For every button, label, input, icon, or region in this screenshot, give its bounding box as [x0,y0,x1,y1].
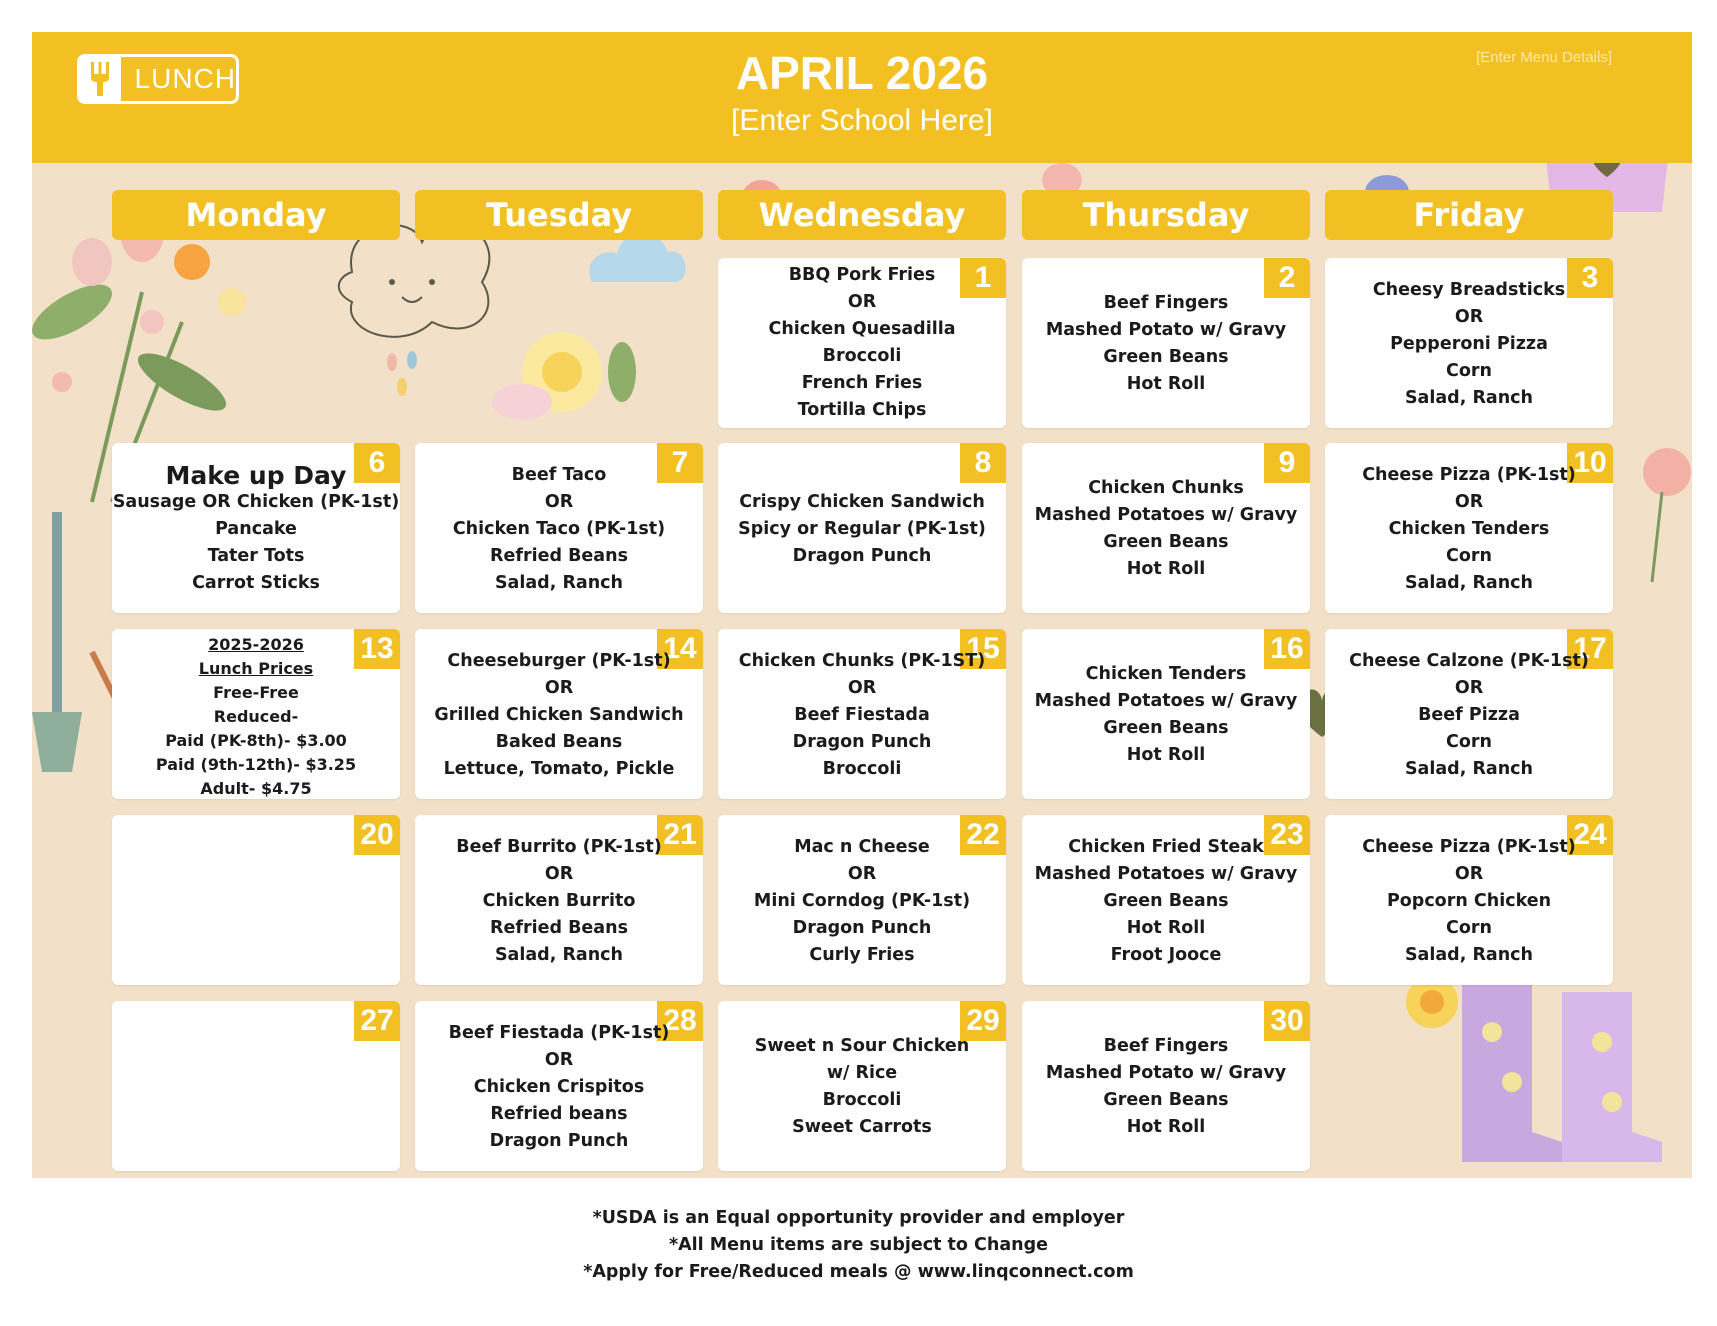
menu-line: Crispy Chicken Sandwich [739,491,985,512]
rain-boots-illustration [1452,962,1682,1162]
day-header-friday: Friday [1325,190,1613,240]
menu-line: Mashed Potatoes w/ Gravy [1034,505,1298,525]
menu-line: OR [1454,677,1484,698]
day-header-thursday: Thursday [1022,190,1310,240]
menu-line: Paid (PK-8th)- $3.00 [165,731,347,750]
menu-line: OR [847,677,877,698]
menu-line: Hot Roll [1126,917,1206,938]
day-number: 28 [657,1001,703,1041]
menu-line: Carrot Sticks [192,572,320,593]
menu-line: Beef Pizza [1418,704,1520,725]
day-number: 13 [354,629,400,669]
day-cell-27 [112,1001,400,1171]
menu-line: Dragon Punch [792,545,932,566]
menu-line: Hot Roll [1126,374,1206,394]
menu-line: Pepperoni Pizza [1390,333,1548,354]
day-number: 2 [1264,258,1310,298]
menu-line: Corn [1446,360,1492,381]
menu-line: OR [847,863,877,884]
menu-line: Mashed Potatoes w/ Gravy [1034,863,1298,884]
day-number: 9 [1264,443,1310,483]
menu-line: Cheese Pizza (PK-1st) [1362,836,1576,857]
day-cell-20 [112,815,400,985]
day-number: 1 [960,258,1006,298]
menu-line: Broccoli [822,758,902,779]
day-cell-28 [415,1001,703,1171]
day-cell-15 [718,629,1006,799]
day-number: 20 [354,815,400,855]
menu-line: Dragon Punch [489,1130,629,1151]
menu-line: Chicken Taco (PK-1st) [452,518,666,539]
header-bar [32,32,1692,163]
menu-line: Refried Beans [490,917,628,938]
menu-line: Chicken Tenders [1085,664,1247,684]
menu-line: Salad, Ranch [494,572,624,593]
day-number: 29 [960,1001,1006,1041]
menu-line: OR [544,1049,574,1070]
menu-line: Salad, Ranch [1404,572,1534,593]
menu-line: Lettuce, Tomato, Pickle [443,758,675,779]
menu-line: Chicken Crispitos [473,1076,645,1097]
menu-line: Make up Day [165,460,347,490]
menu-line: Chicken Fried Steak [1068,836,1264,857]
day-cell-17 [1325,629,1613,799]
menu-line: Broccoli [822,1090,902,1110]
menu-line: Beef Fingers [1103,1036,1229,1056]
day-cell-7 [415,443,703,613]
day-number: 22 [960,815,1006,855]
menu-line: Broccoli [822,346,902,366]
menu-line: OR [847,292,877,312]
menu-line: Froot Jooce [1110,944,1222,965]
day-number: 14 [657,629,703,669]
menu-line: Green Beans [1103,718,1229,738]
school-name: [Enter School Here] [731,104,993,137]
day-header-monday: Monday [112,190,400,240]
menu-line: Green Beans [1103,890,1229,911]
menu-line: Salad, Ranch [1404,387,1534,408]
day-cell-2 [1022,258,1310,428]
day-cell-1 [718,258,1006,428]
menu-line: w/ Rice [826,1063,898,1083]
menu-line: Hot Roll [1126,1117,1206,1137]
menu-line: Sweet Carrots [792,1117,932,1137]
menu-line: Lunch Prices [198,659,314,678]
menu-line: Salad, Ranch [1404,944,1534,965]
menu-line: Corn [1446,917,1492,938]
menu-line: OR [544,491,574,512]
menu-line: Dragon Punch [792,731,932,752]
menu-line: OR [544,677,574,698]
day-number: 15 [960,629,1006,669]
menu-line: Hot Roll [1126,745,1206,765]
menu-line: Tortilla Chips [797,400,927,420]
footer-line: *USDA is an Equal opportunity provider and employer [592,1208,1125,1228]
day-number: 24 [1567,815,1613,855]
menu-line: Mashed Potato w/ Gravy [1045,320,1287,340]
menu-line: Chicken Burrito [482,890,636,911]
day-cell-13 [112,629,400,799]
menu-line: Beef Taco [511,464,607,485]
menu-line: Tater Tots [207,545,305,566]
day-number: 17 [1567,629,1613,669]
day-cell-16 [1022,629,1310,799]
menu-line: Curly Fries [809,944,915,965]
day-number: 23 [1264,815,1310,855]
menu-line: Beef Fingers [1103,293,1229,313]
day-cell-8 [718,443,1006,613]
menu-line: Baked Beans [495,731,623,752]
menu-line: Grilled Chicken Sandwich [434,704,684,725]
day-cell-6 [112,443,400,613]
menu-line: Beef Fiestada [794,704,930,725]
calendar-board [32,32,1692,1178]
menu-line: Cheese Pizza (PK-1st) [1362,464,1576,485]
menu-line: Reduced- [213,707,299,726]
day-cell-29 [718,1001,1006,1171]
menu-line: Chicken Quesadilla [768,319,956,339]
day-number: 16 [1264,629,1310,669]
day-cell-24 [1325,815,1613,985]
menu-line: Mashed Potato w/ Gravy [1045,1063,1287,1083]
footer-notes [0,1205,1717,1286]
day-cell-23 [1022,815,1310,985]
day-cell-30 [1022,1001,1310,1171]
menu-details-placeholder: [Enter Menu Details] [1476,49,1612,66]
menu-line: Mini Corndog (PK-1st) [753,890,971,911]
day-number: 7 [657,443,703,483]
menu-line: Cheesy Breadsticks [1372,279,1566,300]
footer-line: *All Menu items are subject to Change [668,1235,1048,1255]
menu-line: Hot Roll [1126,559,1206,579]
menu-line: Green Beans [1103,1090,1229,1110]
day-cell-14 [415,629,703,799]
day-number: 3 [1567,258,1613,298]
day-cell-21 [415,815,703,985]
day-header-wednesday: Wednesday [718,190,1006,240]
day-number: 27 [354,1001,400,1041]
menu-line: Green Beans [1103,347,1229,367]
menu-line: Spicy or Regular (PK-1st) [738,518,986,539]
menu-line: Beef Fiestada (PK-1st) [448,1022,670,1043]
menu-line: BBQ Pork Fries [788,265,936,285]
menu-line: OR [1454,863,1484,884]
menu-line: Chicken Tenders [1388,518,1550,539]
day-cell-10 [1325,443,1613,613]
menu-line: Chicken Chunks [1088,478,1244,498]
pink-flower-illustration [1632,442,1692,582]
day-cell-22 [718,815,1006,985]
day-number: 21 [657,815,703,855]
menu-line: Cheese Calzone (PK-1st) [1349,650,1589,671]
badge-label: LUNCH [134,63,236,94]
menu-line: Corn [1446,545,1492,566]
menu-line: Corn [1446,731,1492,752]
menu-line: Cheeseburger (PK-1st) [447,650,671,671]
menu-line: Dragon Punch [792,917,932,938]
daffodil-illustration [492,312,652,462]
menu-line: Adult- $4.75 [200,779,312,798]
menu-line: 2025-2026 [208,635,304,654]
menu-line: Sweet n Sour Chicken [754,1036,970,1056]
footer-line: *Apply for Free/Reduced meals @ www.linqconnect.com [583,1262,1134,1282]
menu-line: OR [544,863,574,884]
day-cell-3 [1325,258,1613,428]
page-title: APRIL 2026 [735,47,989,99]
menu-line: Sausage OR Chicken (PK-1st) [112,491,400,512]
menu-line: Chicken Chunks (PK-1ST) [738,650,986,671]
day-number: 30 [1264,1001,1310,1041]
day-header-tuesday: Tuesday [415,190,703,240]
menu-line: OR [1454,491,1484,512]
menu-line: Mac n Cheese [794,836,930,857]
menu-line: Paid (9th-12th)- $3.25 [155,755,357,774]
day-number: 6 [354,443,400,483]
menu-line: Free-Free [213,683,299,702]
menu-line: OR [1454,306,1484,327]
day-number: 8 [960,443,1006,483]
menu-line: Refried beans [490,1103,628,1124]
day-cell-9 [1022,443,1310,613]
menu-line: Salad, Ranch [494,944,624,965]
menu-line: Salad, Ranch [1404,758,1534,779]
menu-line: Mashed Potatoes w/ Gravy [1034,691,1298,711]
menu-line: Beef Burrito (PK-1st) [456,836,662,857]
menu-line: Refried Beans [490,545,628,566]
menu-line: Popcorn Chicken [1386,890,1552,911]
menu-line: Green Beans [1103,532,1229,552]
menu-line: French Fries [801,373,923,393]
day-number: 10 [1567,443,1613,483]
menu-line: Pancake [215,518,297,539]
